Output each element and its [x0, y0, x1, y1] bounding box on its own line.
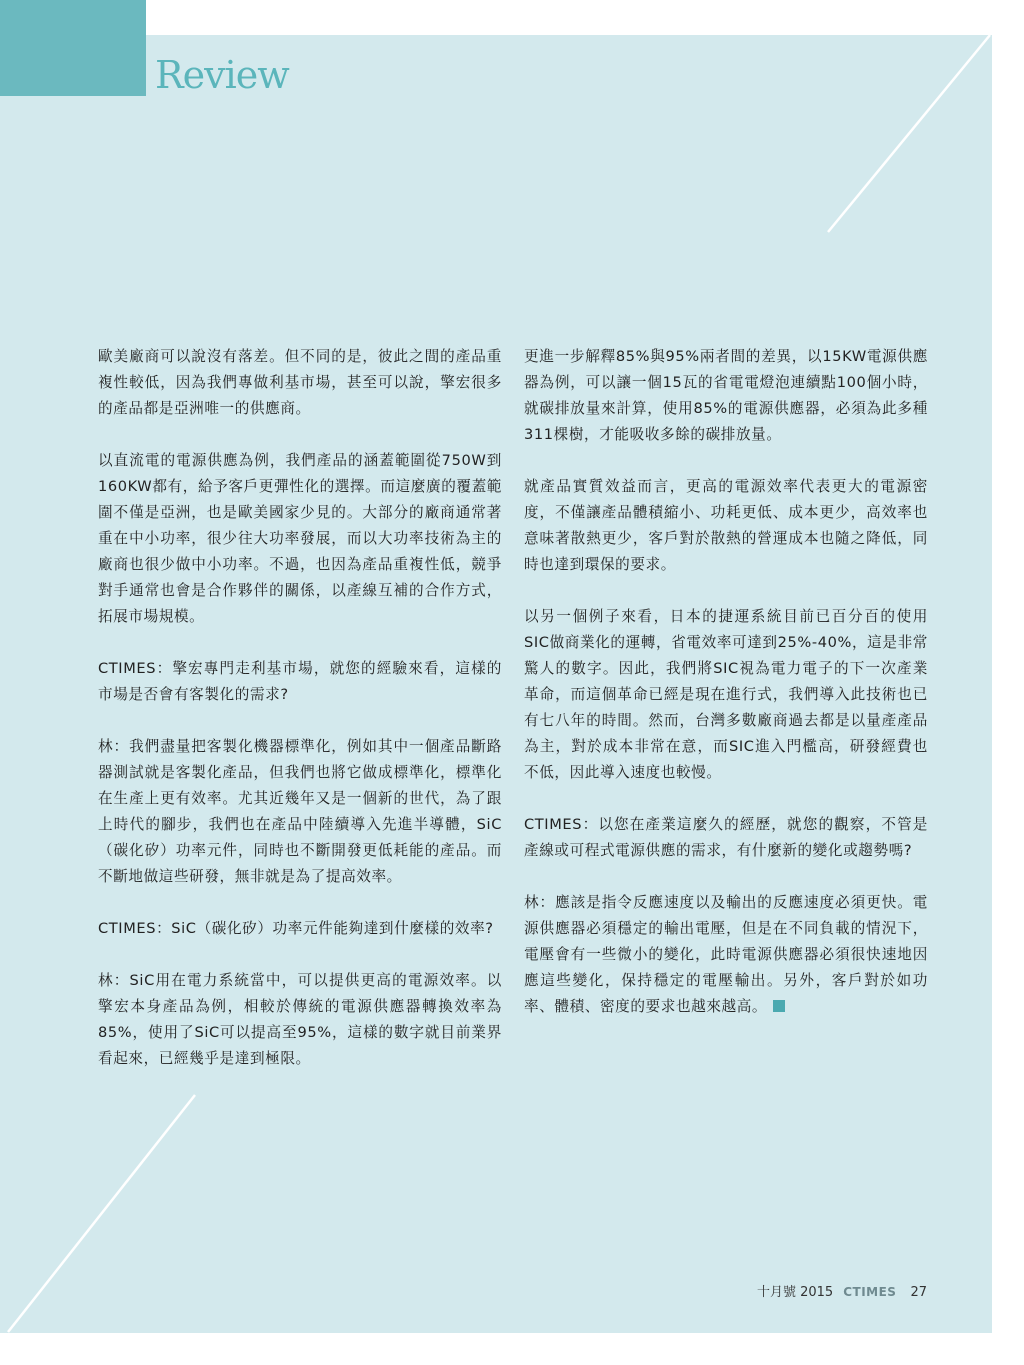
paragraph: 就產品實質效益而言，更高的電源效率代表更大的電源密度，不僅讓產品體積縮小、功耗更低、成本更少，高效率也意味著散熱更少，客戶對於散熱的營運成本也隨之降低，同時也達到環保的要求。	[524, 478, 928, 573]
paragraph: 更進一步解釋85%與95%兩者間的差異，以15KW電源供應器為例，可以讓一個15瓦的省電電燈泡連續點100個小時，就碳排放量來計算，使用85%的電源供應器，必須為此多種311棵樹，才能吸收多餘的碳排放量。	[524, 348, 928, 443]
interview-question: CTIMES：擎宏專門走利基市場，就您的經驗來看，這樣的市場是否會有客製化的需求?	[98, 660, 502, 703]
paragraph: 以直流電的電源供應為例，我們產品的涵蓋範圍從750W到160KW都有，給予客戶更彈性化的選擇。而這麼廣的覆蓋範圍不僅是亞洲，也是歐美國家少見的。大部分的廠商通常著重在中小功率，很少往大功率發展，而以大功率技術為主的廠商也很少做中小功率。不過，也因為產品重複性低，競爭對手通常也會是合作夥伴的關係，以產線互補的合作方式，拓展市場規模。	[98, 452, 502, 625]
decorative-line-top-right	[828, 35, 990, 232]
issue-label: 十月號 2015	[756, 1285, 834, 1300]
paragraph: 以另一個例子來看，日本的捷運系統目前已百分百的使用SIC做商業化的運轉，省電效率可達到25%-40%，這是非常驚人的數字。因此，我們將SIC視為電力電子的下一次產業革命，而這個革命已經是現在進行式，我們導入此技術也已有七八年的時間。然而，台灣多數廠商過去都是以量產產品為主，對於成本非常在意，而SIC進入門檻高，研發經費也不低，因此導入速度也較慢。	[524, 608, 928, 781]
interview-answer: 林：SiC用在電力系統當中，可以提供更高的電源效率。以擎宏本身產品為例，相較於傳統的電源供應器轉換效率為85%，使用了SiC可以提高至95%，這樣的數字就目前業界看起來，已經幾乎是達到極限。	[98, 972, 502, 1067]
article-column-left	[98, 344, 502, 1098]
interview-answer: 林：我們盡量把客製化機器標準化，例如其中一個產品斷路器測試就是客製化產品，但我們也將它做成標準化，標準化在生產上更有效率。尤其近幾年又是一個新的世代，為了跟上時代的腳步，我們也在產品中陸續導入先進半導體，SiC（碳化矽）功率元件，同時也不斷開發更低耗能的產品。而不斷地做這些研發，無非就是為了提高效率。	[98, 738, 502, 885]
page-footer	[757, 1281, 927, 1300]
interview-question: CTIMES：以您在產業這麼久的經歷，就您的觀察，不管是產線或可程式電源供應的需求，有什麼新的變化或趨勢嗎?	[524, 816, 928, 859]
magazine-name: CTIMES	[843, 1285, 897, 1299]
section-title: Review	[155, 53, 289, 97]
decorative-line-bottom-left	[8, 1095, 195, 1332]
page-number: 27	[910, 1285, 927, 1300]
final-answer-text: 林：應該是指令反應速度以及輸出的反應速度必須更快。電源供應器必須穩定的輸出電壓，但是在不同負載的情況下，電壓會有一些微小的變化，此時電源供應器必須很快速地因應這些變化，保持穩定的電壓輸出。另外，客戶對於如功率、體積、密度的要求也越來越高。	[524, 894, 928, 1015]
interview-question: CTIMES：SiC（碳化矽）功率元件能夠達到什麼樣的效率?	[98, 920, 494, 937]
article-column-right	[524, 344, 928, 1046]
paragraph: 歐美廠商可以說沒有落差。但不同的是，彼此之間的產品重複性較低，因為我們專做利基市場，甚至可以說，擎宏很多的產品都是亞洲唯一的供應商。	[98, 348, 502, 417]
end-mark-icon	[773, 1000, 785, 1012]
interview-answer-final	[524, 890, 928, 1020]
